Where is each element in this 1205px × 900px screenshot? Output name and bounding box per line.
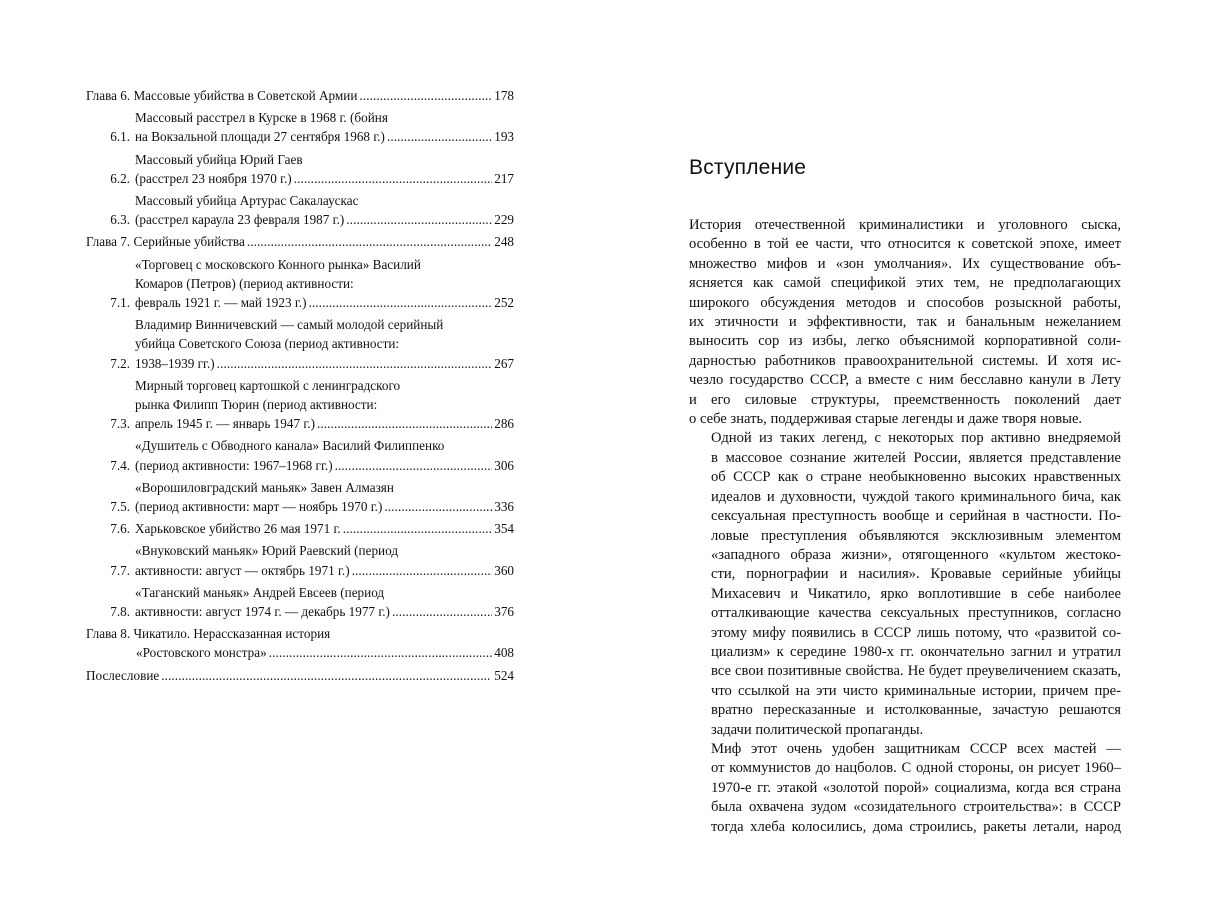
section-title: Вступление (689, 156, 807, 179)
toc-page-number: 360 (494, 562, 514, 578)
toc-entry (86, 150, 514, 188)
text-line: сти, порнографии и насилия». Кровавые серийные убийцы (711, 566, 1121, 583)
text-line: была охвачена зудом «созидательного строительства»: в СССР (711, 799, 1121, 816)
text-line: в массовое сознание жителей России, является представление (711, 449, 1121, 466)
right-page (602, 0, 1205, 900)
toc-page-number: 267 (494, 355, 514, 371)
toc-entry-text: рынка Филипп Тюрин (период активности: (135, 397, 378, 413)
toc-entry (86, 86, 514, 105)
toc-dot-leader (309, 293, 493, 312)
text-line: циализм» к середине 1980-х гг. окончательно загнил и утратил (711, 643, 1121, 660)
toc-page-number: 524 (494, 667, 514, 683)
text-line: выносить сор из избы, легко объяснимой корпоративной соли- (689, 333, 1121, 350)
text-line: отталкивающие качества сексуальных преступников, согласно (711, 605, 1121, 622)
toc-entry-text: Комаров (Петров) (период активности: (135, 275, 354, 291)
toc-dot-leader (346, 210, 492, 229)
toc-page-number: 286 (494, 416, 514, 432)
toc-entry (86, 478, 514, 516)
toc-dot-leader (343, 519, 493, 538)
toc-page-number: 336 (494, 499, 514, 515)
toc-entry-text: Послесловие (86, 667, 160, 683)
text-line: Одной из таких легенд, с некоторых пор активно внедряемой (711, 430, 1121, 447)
toc-entry-number: 6.3. (110, 212, 130, 228)
toc-entry-text: убийца Советского Союза (период активности: (135, 336, 400, 352)
toc-page-number: 252 (494, 295, 514, 311)
toc-entry (86, 108, 514, 146)
left-page (0, 0, 602, 900)
toc-entry-number: 7.6. (110, 521, 130, 537)
table-of-contents (86, 86, 514, 685)
text-line: сексуальная преступность вообще и серийная в частности. По- (711, 508, 1121, 525)
text-line: и его силовые структуры, преемственность поколений дает (689, 391, 1121, 408)
intro-body (689, 216, 1121, 837)
paragraph (689, 740, 1121, 837)
toc-entry-text: Глава 7. Серийные убийства (86, 234, 245, 250)
toc-entry (86, 436, 514, 474)
toc-page-number: 306 (494, 457, 514, 473)
toc-entry (86, 519, 514, 538)
text-line: задачи политической пропаганды. (711, 721, 924, 738)
toc-entry-number: 7.1. (110, 295, 130, 311)
toc-entry-text: Мирный торговец картошкой с ленинградского (135, 377, 401, 393)
toc-dot-leader (294, 169, 493, 188)
toc-entry-text: (расстрел караула 23 февраля 1987 г.) (135, 212, 345, 228)
toc-entry-number: 7.4. (110, 457, 130, 473)
text-line: все свои позитивные свойства. Не будет преувеличением сказать, (711, 663, 1121, 680)
text-line: что ссылкой на эти чисто криминальные истории, причем пре- (711, 682, 1121, 699)
text-line: их этичности и эффективности, так и банальным нежеланием (689, 314, 1121, 331)
toc-dot-leader (384, 497, 492, 516)
toc-entry-text: апрель 1945 г. — январь 1947 г.) (135, 416, 315, 432)
toc-entry-text: (период активности: 1967–1968 гг.) (135, 457, 333, 473)
toc-entry (86, 541, 514, 579)
text-line: «западного образа жизни», отягощенного «культом жестоко- (711, 546, 1121, 563)
toc-entry (86, 583, 514, 621)
toc-page-number: 376 (494, 604, 514, 620)
paragraph (689, 429, 1121, 740)
toc-page-number: 408 (494, 645, 514, 661)
toc-dot-leader (335, 456, 493, 475)
toc-entry-text: (период активности: март — ноябрь 1970 г.) (135, 499, 383, 515)
toc-entry-text: «Торговец с московского Конного рынка» Василий (135, 256, 421, 272)
toc-entry-text: Массовый убийца Артурас Сакалаускас (135, 193, 359, 209)
text-line: множество мифов и «зон умолчания». Их существование объ- (689, 255, 1121, 272)
toc-entry-text: на Вокзальной площади 27 сентября 1968 г.) (135, 129, 385, 145)
text-line: История отечественной криминалистики и уголовного сыска, (689, 217, 1121, 233)
text-line: о себе знать, поддерживая старые легенды и даже творя новые. (689, 411, 1083, 428)
toc-entry-text: Массовый убийца Юрий Гаев (135, 151, 303, 167)
text-line: идеалов и духовности, чуждой такого криминального бича, как (711, 488, 1121, 505)
toc-dot-leader (161, 666, 492, 685)
toc-entry-text: февраль 1921 г. — май 1923 г.) (135, 295, 307, 311)
toc-entry (86, 232, 514, 251)
toc-entry-number: 7.8. (110, 604, 130, 620)
text-line: ясняется как самой спецификой этих тем, не предполагающих (689, 275, 1121, 292)
toc-entry-text: Глава 8. Чикатило. Нерассказанная история (86, 626, 331, 642)
toc-page-number: 217 (494, 170, 514, 186)
paragraph (689, 216, 1121, 429)
text-line: об СССР как о стране необыкновенно высоких нравственных (711, 469, 1121, 486)
toc-dot-leader (352, 561, 493, 580)
toc-entry-text: Харьковское убийство 26 мая 1971 г. (135, 521, 341, 537)
toc-dot-leader (387, 127, 492, 146)
toc-dot-leader (247, 232, 492, 251)
text-line: этому мифу появились в СССР лишь потому, что «развитой со- (711, 624, 1121, 641)
toc-entry-number: 6.1. (110, 129, 130, 145)
text-line: Михасевич и Чикатило, ярко воплотившие в себе наиболее (711, 585, 1121, 602)
toc-entry-number: 7.3. (110, 416, 130, 432)
text-line: особенно в той ее части, что относится к советской эпохе, имеет (689, 236, 1121, 253)
text-line: вратно пересказанные и истолкованные, зачастую решаются (711, 702, 1121, 719)
toc-entry (86, 255, 514, 313)
toc-entry-number: 7.2. (110, 355, 130, 371)
toc-entry (86, 376, 514, 434)
text-line: Миф этот очень удобен защитникам СССР всех мастей — (711, 740, 1121, 757)
toc-entry (86, 666, 514, 685)
toc-entry-number: 7.7. (110, 562, 130, 578)
text-line: тогда хлеба колосились, дома строились, ракеты летали, народ (711, 818, 1121, 835)
toc-page-number: 354 (494, 521, 514, 537)
toc-page-number: 178 (494, 88, 514, 103)
toc-entry-number: 6.2. (110, 170, 130, 186)
toc-entry-text: «Душитель с Обводного канала» Василий Филиппенко (135, 438, 445, 454)
toc-entry-text: «Таганский маньяк» Андрей Евсеев (период (135, 584, 385, 600)
toc-entry-text: «Внуковский маньяк» Юрий Раевский (период (135, 543, 399, 559)
toc-dot-leader (392, 602, 492, 621)
toc-dot-leader (269, 643, 493, 662)
toc-entry-text: активности: август — октябрь 1971 г.) (135, 562, 350, 578)
toc-entry-text: «Ростовского монстра» (136, 645, 267, 661)
toc-entry-text: Глава 6. Массовые убийства в Советской Армии (86, 88, 358, 103)
toc-entry (86, 624, 514, 662)
toc-entry (86, 315, 514, 373)
toc-page-number: 229 (494, 212, 514, 228)
toc-entry-text: Владимир Винничевский — самый молодой серийный (135, 317, 444, 333)
toc-entry-text: активности: август 1974 г. — декабрь 1977 г.) (135, 604, 390, 620)
toc-entry-text: Массовый расстрел в Курске в 1968 г. (бойня (135, 110, 388, 126)
toc-entry-text: «Ворошиловградский маньяк» Завен Алмазян (135, 479, 394, 495)
text-line: ловые преступления объявляются эксклюзивным элементом (711, 527, 1121, 544)
toc-page-number: 193 (494, 129, 514, 145)
toc-dot-leader (217, 354, 493, 373)
toc-dot-leader (359, 86, 492, 105)
toc-entry-text: (расстрел 23 ноября 1970 г.) (135, 170, 292, 186)
toc-dot-leader (317, 414, 492, 433)
toc-entry-number: 7.5. (110, 499, 130, 515)
toc-page-number: 248 (494, 234, 514, 250)
text-line: чезло государство СССР, а вместе с ним бесславно канули в Лету (689, 372, 1121, 389)
toc-entry (86, 191, 514, 229)
text-line: дарностью работников правоохранительной системы. И хотя ис- (689, 352, 1121, 369)
text-line: широкого обсуждения методов и способов розыскной работы, (689, 294, 1121, 311)
text-line: от коммунистов до нацболов. С одной стороны, он рисует 1960– (711, 760, 1121, 777)
text-line: 1970-е гг. этакой «золотой порой» социализма, когда вся страна (711, 779, 1121, 796)
toc-entry-text: 1938–1939 гг.) (135, 355, 215, 371)
